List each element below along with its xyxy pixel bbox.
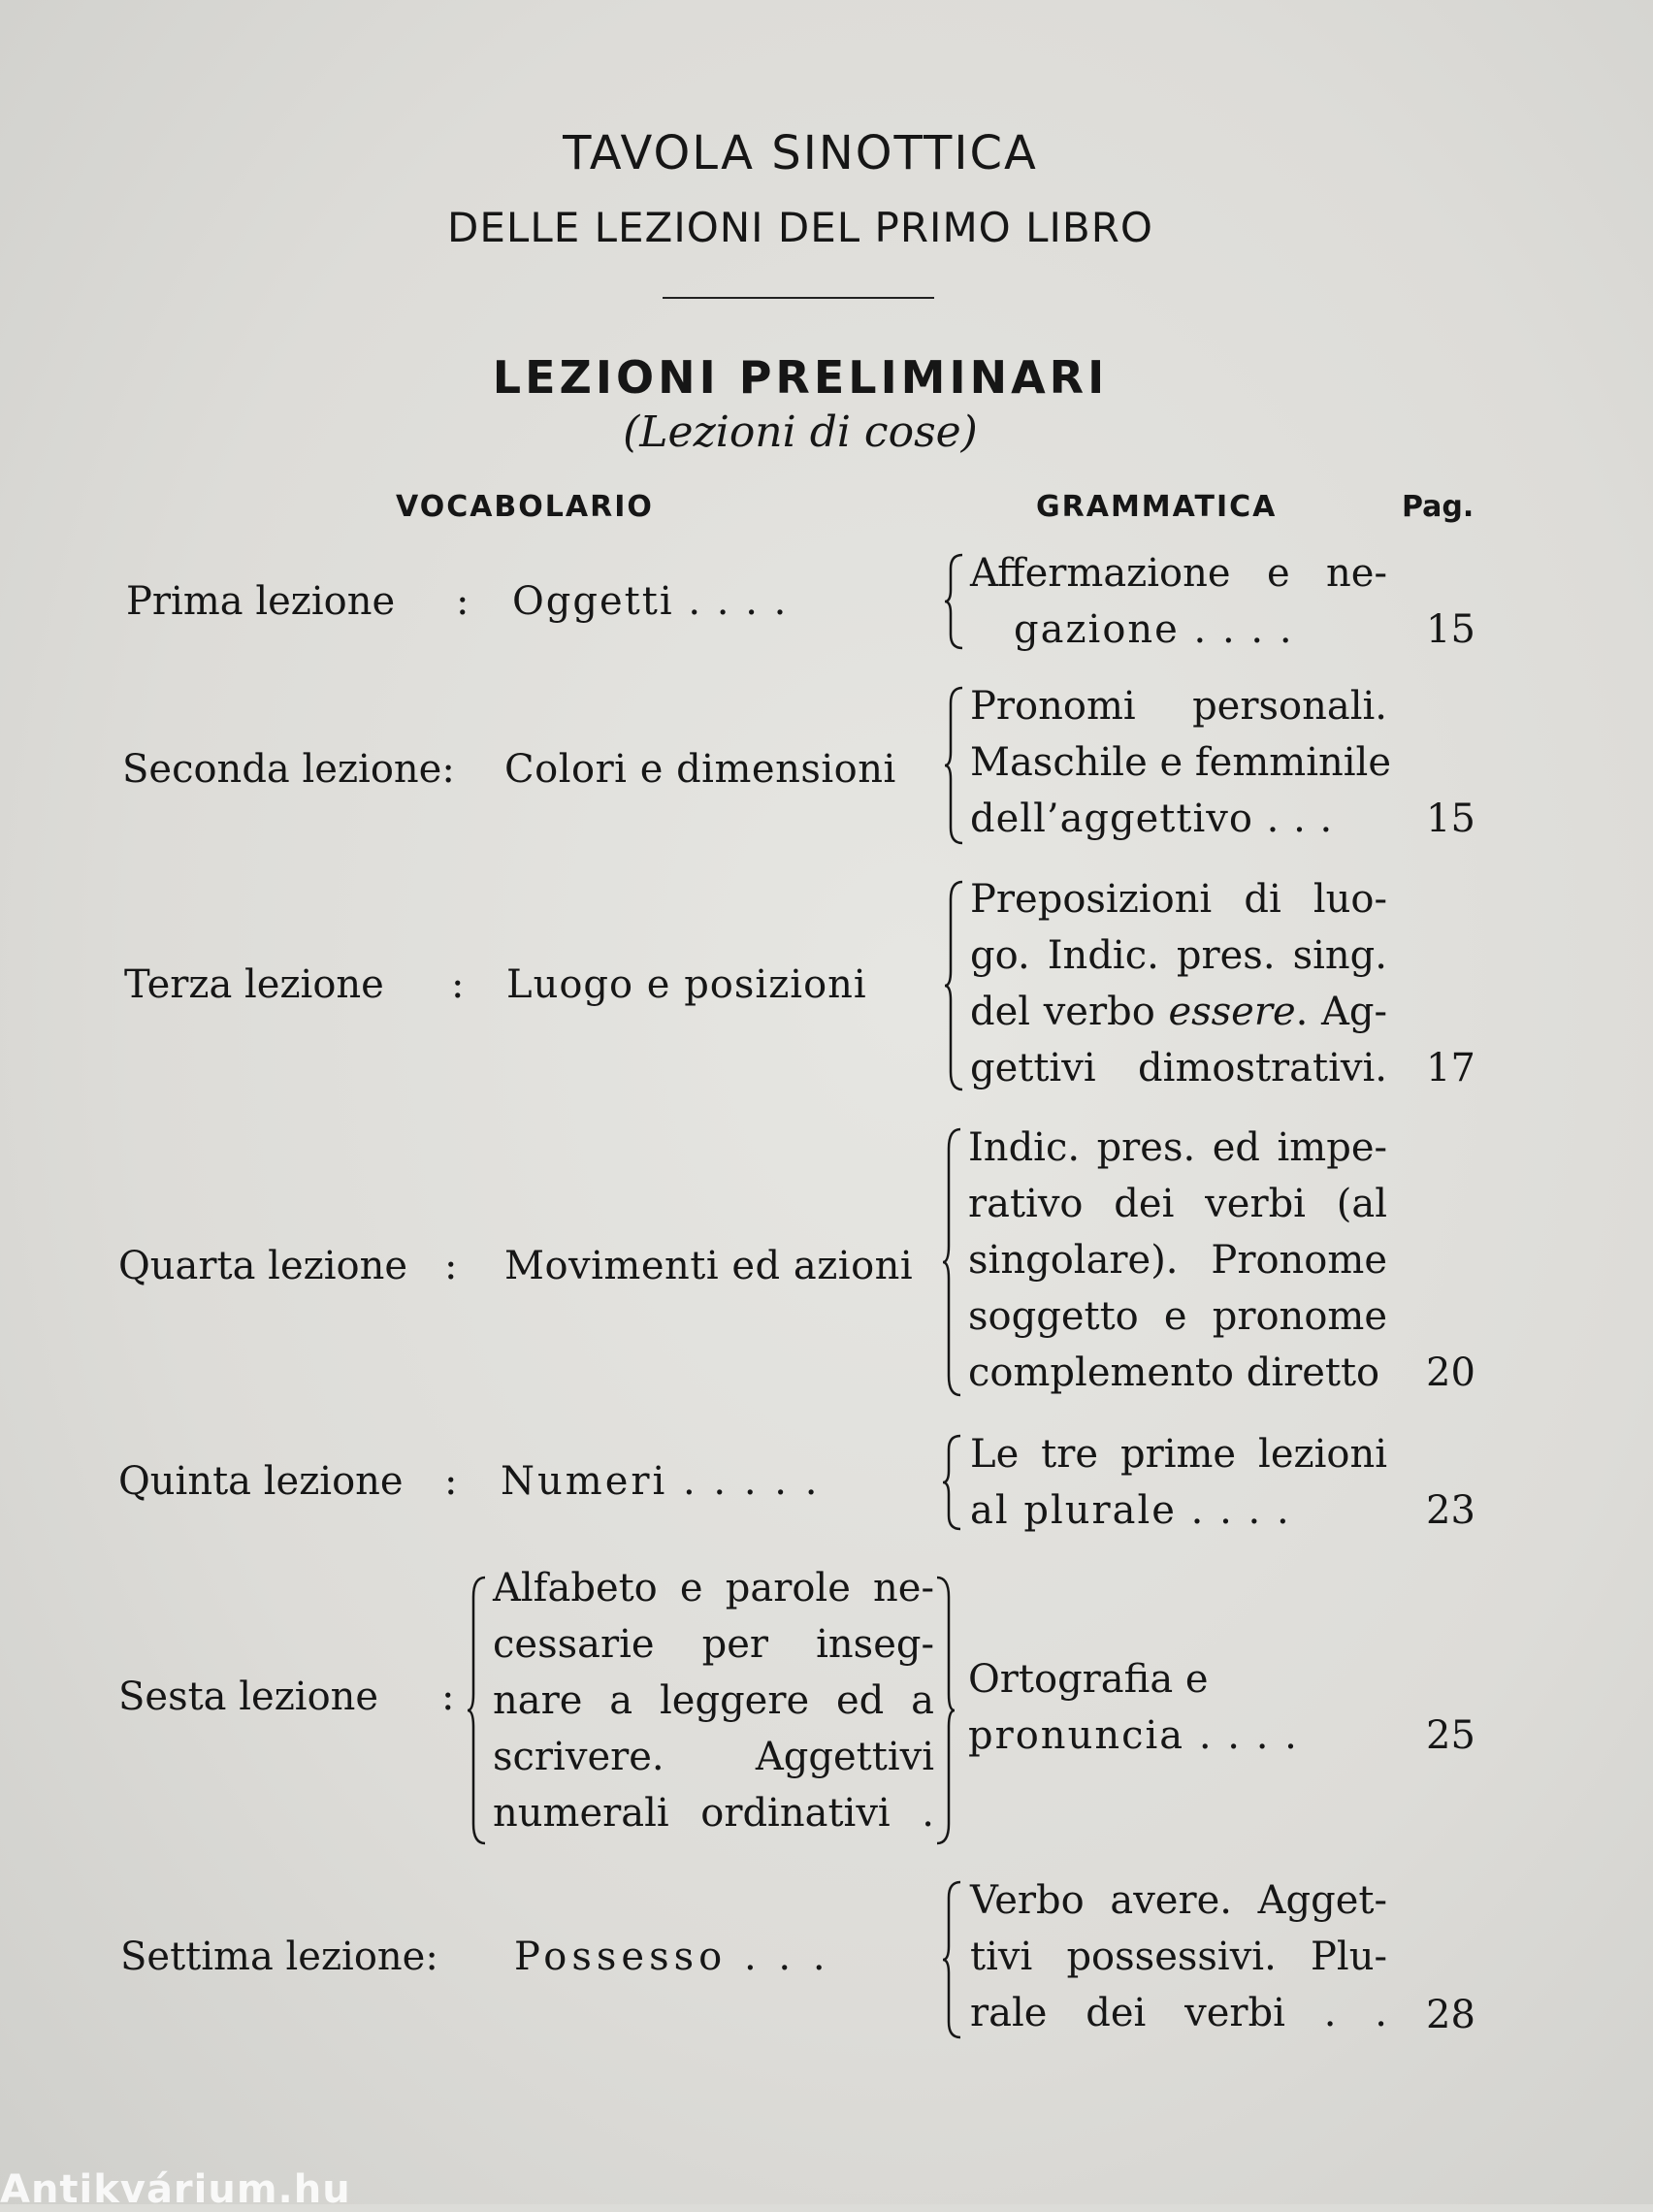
column-header-grammatica: GRAMMATICA — [1036, 490, 1278, 524]
lesson-grammar: Pronomi personali. Maschile e femminile dell’aggettivo . . . — [970, 684, 1392, 841]
lesson-vocab: Luogo e posizioni — [506, 962, 867, 1007]
lesson-name: Prima lezione — [126, 579, 396, 624]
lesson-colon: : — [441, 1675, 455, 1719]
lesson-grammar: Le tre prime lezioni al plurale . . . . — [970, 1432, 1387, 1533]
lesson-vocab: Colori e dimensioni — [504, 747, 896, 792]
page-subtitle: DELLE LEZIONI DEL PRIMO LIBRO — [447, 204, 1153, 251]
grammar-brace — [941, 1878, 964, 2041]
lesson-name: Quarta lezione — [118, 1244, 408, 1288]
lesson-grammar: Ortografia e pronuncia . . . . — [968, 1657, 1299, 1758]
lesson-colon: : — [451, 962, 465, 1007]
lesson-page: 17 — [1426, 1046, 1475, 1090]
page-title: TAVOLA SINOTTICA — [563, 126, 1038, 180]
lesson-grammar: Verbo avere. Agget- tivi possessivi. Plu- rale dei verbi . . — [970, 1878, 1387, 2035]
lesson-vocab: Possesso . . . — [514, 1935, 830, 1979]
lesson-page: 23 — [1426, 1488, 1475, 1533]
lesson-colon: : — [444, 1459, 458, 1504]
lesson-page: 15 — [1426, 797, 1475, 841]
watermark: Antikvárium.hu — [0, 2167, 351, 2212]
lesson-colon: : — [444, 1244, 458, 1288]
column-header-pag: Pag. — [1402, 490, 1475, 524]
lesson-vocab: Numeri . . . . . — [501, 1459, 821, 1504]
section-title: LEZIONI PRELIMINARI — [492, 351, 1109, 404]
lesson-name: Sesta lezione — [118, 1675, 379, 1719]
section-subtitle: (Lezioni di cose) — [623, 407, 978, 457]
title-divider — [663, 297, 934, 299]
lesson-name: Terza lezione — [124, 962, 384, 1007]
lesson-name: Quinta lezione — [118, 1459, 404, 1504]
lesson-page: 28 — [1426, 1993, 1475, 2037]
grammar-brace — [943, 684, 966, 847]
lesson-grammar: Indic. pres. ed impe- rativo dei verbi (al singolare). Pronome soggetto e pronome complemento diretto — [968, 1125, 1387, 1395]
vocab-brace — [466, 1574, 489, 1847]
lesson-vocab: Alfabeto e parole ne- cessarie per inseg- nare a leggere ed a scrivere. Aggettivi numerali ordinativi . — [493, 1566, 934, 1836]
grammar-brace — [941, 1432, 964, 1533]
grammar-brace — [943, 551, 966, 652]
grammar-line-with-italic: del verbo essere. Ag- — [970, 990, 1388, 1034]
lesson-page: 25 — [1426, 1713, 1475, 1758]
vocab-brace-closing — [933, 1574, 956, 1847]
grammar-brace — [943, 878, 966, 1093]
grammar-brace — [941, 1125, 964, 1399]
lesson-grammar: Affermazione e ne- gazione . . . . — [970, 551, 1387, 652]
lesson-page: 15 — [1426, 607, 1475, 652]
lesson-vocab: Movimenti ed azioni — [504, 1244, 914, 1288]
lesson-vocab: Oggetti . . . . — [512, 579, 789, 624]
column-header-vocabolario: VOCABOLARIO — [396, 490, 654, 524]
lesson-page: 20 — [1426, 1350, 1475, 1395]
lesson-colon: : — [456, 579, 470, 624]
lesson-grammar: Preposizioni di luo- go. Indic. pres. sing. del verbo essere. Ag- gettivi dimostrativi. — [970, 877, 1388, 1090]
lesson-name: Settima lezione: — [120, 1935, 438, 1979]
lesson-name: Seconda lezione: — [122, 747, 455, 792]
